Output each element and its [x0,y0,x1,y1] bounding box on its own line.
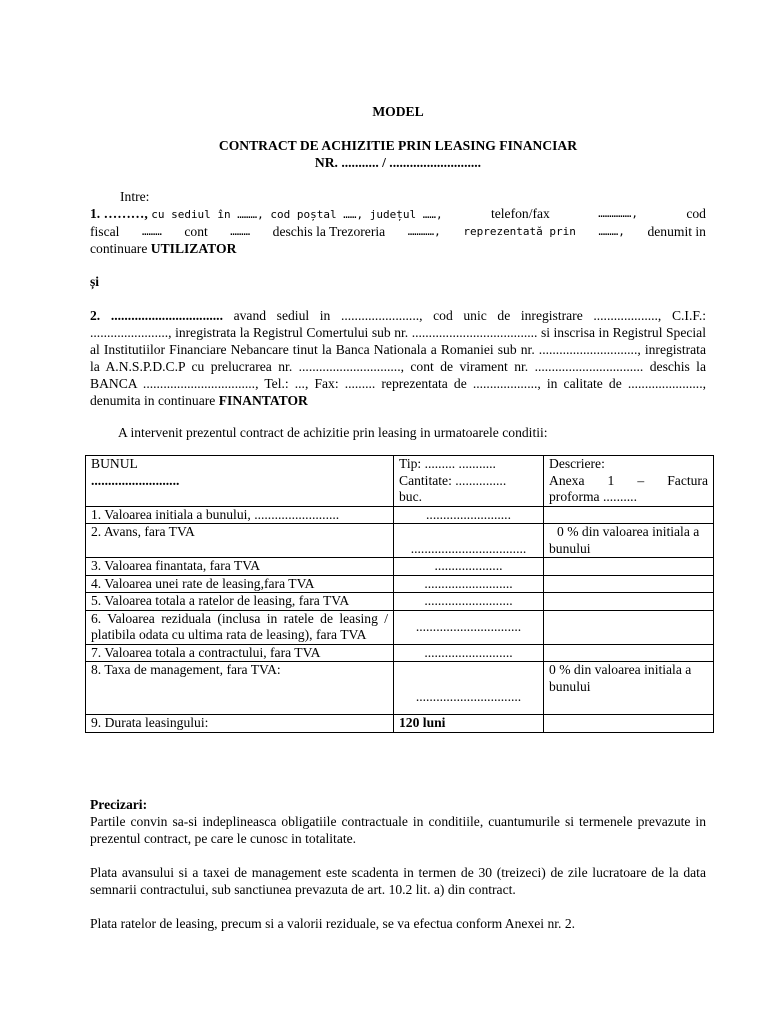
table-row: 3. Valoarea finantata, fara TVA .................... [86,558,714,576]
tip-label: Tip: ......... ........... [399,456,496,471]
bunul-label: BUNUL [91,456,138,471]
table-row: 2. Avans, fara TVA .................................. 0 % din valoarea initiala a bunului [86,524,714,558]
table-row: 4. Valoarea unei rate de leasing,fara TVA .......................... [86,575,714,593]
party-1-number: 1. [90,206,101,221]
contract-number: NR. ........... / ........................... [314,155,482,170]
precizari-heading: Precizari: [90,797,148,812]
party-1-name: ………, [103,206,148,221]
conditions-intro: A intervenit prezentul contract de achizitie prin leasing in urmatoarele conditii: [118,425,548,440]
intre-label: Intre: [120,189,150,204]
party-1 [90,205,706,257]
si-conjunction: și [90,274,100,289]
party-1-line-1 [90,205,706,223]
party-2-details: avand sediul in ......................., cod unic de inregistrare ..................., C.I.F.: ......................., inregistrata la Registrul Comertului sub nr. ..................................... si inscrisa in Registrul Special al Institutiilor Financiare Nebancare tinut la Banca Nationala a Romaniei sub nr. ............................., inregistrata la A.N.S.P.D.C.P cu prelucrarea nr. .............................., cont de virament nr. ................................ deschis la BANCA ................................., Tel.: ..., Fax: ......... reprezentata de ..................., in calitate de ......................, denumita in continuare [90,308,706,408]
party-1-line-2: fiscal ……… cont ……… deschis la Trezoreria …………, reprezentată prin ………, denumit in [90,224,706,239]
party-1-phone-value: ……………, [598,207,638,220]
table-row: 7. Valoarea totala a contractului, fara TVA .......................... [86,644,714,662]
descriere-label: Descriere: [549,456,605,471]
precizari-paragraph-3: Plata ratelor de leasing, precum si a valorii reziduale, se va efectua conform Anexei nr. 2. [90,916,576,931]
buc-label: buc. [399,489,423,504]
table-row: 9. Durata leasingului: 120 luni [86,715,714,733]
party-2 [90,307,706,409]
table-row: 1. Valoarea initiala a bunului, ......................... ......................... [86,506,714,524]
bunul-dots: .......................... [91,472,180,488]
contract-title: CONTRACT DE ACHIZITIE PRIN LEASING FINANCIAR [218,138,578,153]
party-1-line-3: continuare UTILIZATOR [90,241,237,256]
proforma-label: proforma .......... [549,489,637,504]
party-2-number: 2. ................................. [90,308,223,323]
party-1-role: UTILIZATOR [150,241,237,256]
party-1-address: cu sediul în ………, cod poștal ……, județul ……, [151,208,443,221]
anexa-label: Anexa 1 – Factura [549,472,708,488]
table-row: 6. Valoarea reziduala (inclusa in ratele de leasing / platibila odata cu ultima rata de leasing), fara TVA ............................... [86,610,714,644]
precizari-paragraph-2: Plata avansului si a taxei de management este scadenta in termen de 30 (treizeci) de zile lucratoare de la data semnarii contractului, sub sanctiunea prevazuta de art. 10.2 lit. a) din contract. [90,865,706,897]
table-row: 5. Valoarea totala a ratelor de leasing, fara TVA .......................... [86,593,714,611]
precizari-paragraph-1: Partile convin sa-si indeplineasca obligatiile contractuale in conditiile, cuantumurile si termenele prevazute in prezentul contract, pe care le cunosc in totalitate. [90,814,706,846]
contract-terms-table [85,455,714,733]
party-1-phone-label: telefon/fax [490,206,550,221]
table-row: 8. Taxa de management, fara TVA: ............................... 0 % din valoarea initiala a bunului [86,662,714,715]
table-header-row [86,456,714,507]
party-2-role: FINANTATOR [218,393,308,408]
party-1-cod-label: cod [686,206,706,221]
model-heading: MODEL [372,104,424,119]
cantitate-label: Cantitate: ............... [399,472,507,488]
